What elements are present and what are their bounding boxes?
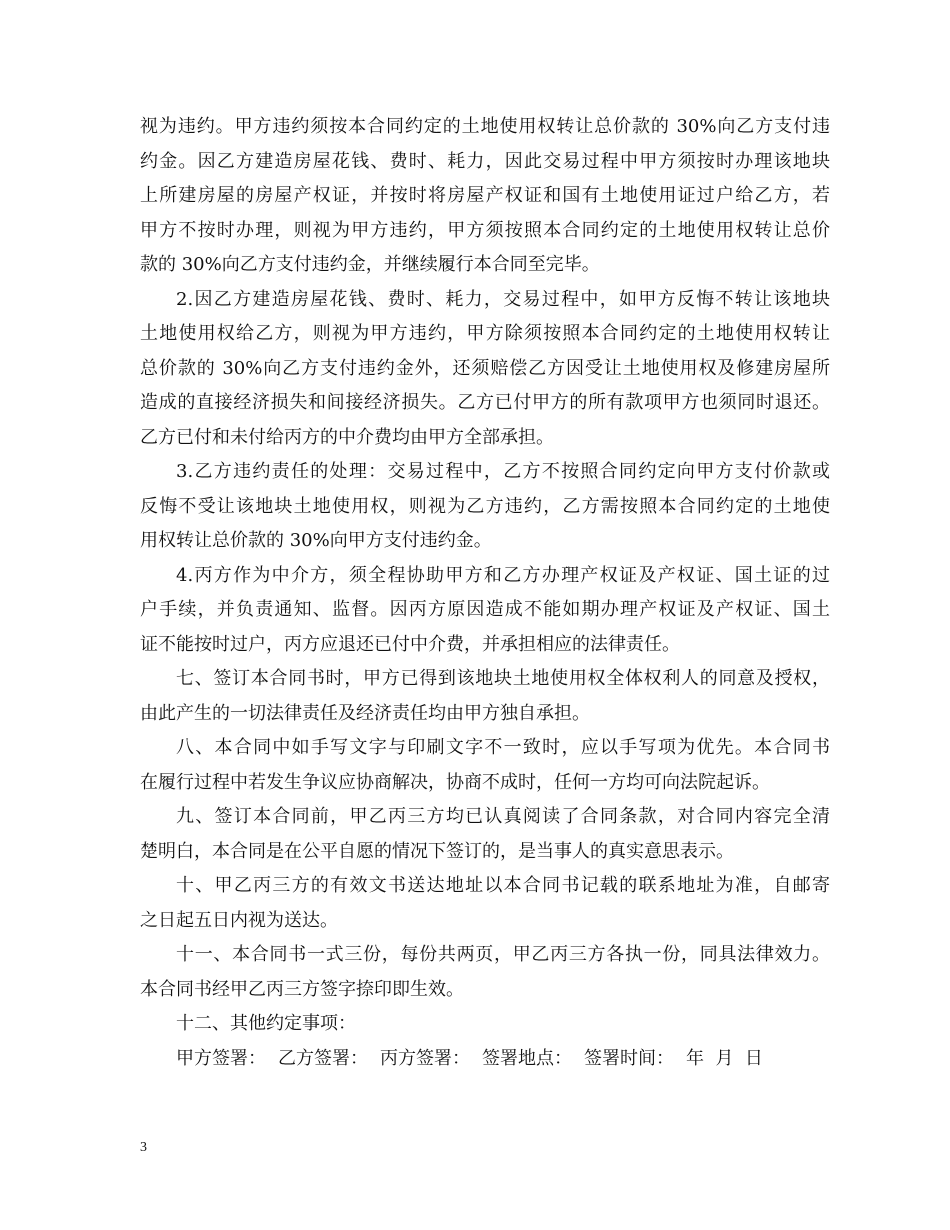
party-a-signature-label: 甲方签署： [176,1047,266,1069]
text-line: 十、甲乙丙三方的有效文书送达地址以本合同书记载的联系地址为准，自邮寄 [176,875,830,896]
signing-place-label: 签署地点： [482,1047,572,1069]
text-line: 之日起五日内视为送达。 [140,909,338,931]
page-number: 3 [140,1140,147,1155]
text-line: 证不能按时过户，丙方应退还已付中介费，并承担相应的法律责任。 [140,633,680,655]
text-line: 上所建房屋的房屋产权证，并按时将房屋产权证和国有土地使用证过户给乙方，若 [140,185,830,206]
signing-date-fields: 年 月 日 [686,1047,763,1069]
text-line: 4.丙方作为中介方，须全程协助甲方和乙方办理产权证及产权证、国土证的过 [176,564,830,586]
text-line: 总价款的 30%向乙方支付违约金外，还须赔偿乙方因受让土地使用权及修建房屋所 [140,357,830,379]
text-line: 九、签订本合同前，甲乙丙三方均已认真阅读了合同条款，对合同内容完全清 [176,806,830,827]
contract-body [140,110,830,1076]
text-line: 反悔不受让该地块土地使用权，则视为乙方违约，乙方需按照本合同约定的土地使 [140,495,830,517]
text-line: 七、签订本合同书时，甲方已得到该地块土地使用权全体权利人的同意及授权， [176,668,830,689]
text-line: 2.因乙方建造房屋花钱、费时、耗力，交易过程中，如甲方反悔不转让该地块 [176,288,830,310]
text-line: 造成的直接经济损失和间接经济损失。乙方已付甲方的所有款项甲方也须同时退还。 [140,392,830,413]
party-b-signature-label: 乙方签署： [278,1047,368,1069]
party-c-signature-label: 丙方签署： [380,1047,470,1069]
text-line: 甲方不按时办理，则视为甲方违约，甲方须按照本合同约定的土地使用权转让总价 [140,219,830,241]
text-line: 用权转让总价款的 30%向甲方支付违约金。 [140,530,492,551]
signing-time-label: 签署时间： [584,1047,674,1069]
text-line: 由此产生的一切法律责任及经济责任均由甲方独自承担。 [140,702,590,724]
text-line: 3.乙方违约责任的处理：交易过程中，乙方不按照合同约定向甲方支付价款或 [176,461,830,482]
signature-row [140,1042,830,1077]
text-line: 款的 30%向乙方支付违约金，并继续履行本合同至完毕。 [140,254,600,275]
text-line: 十二、其他约定事项： [176,1013,356,1034]
text-line: 在履行过程中若发生争议应协商解决，协商不成时，任何一方均可向法院起诉。 [140,771,770,793]
text-line: 八、本合同中如手写文字与印刷文字不一致时，应以手写项为优先。本合同书 [176,737,830,758]
text-line: 土地使用权给乙方，则视为甲方违约，甲方除须按照本合同约定的土地使用权转让 [140,323,830,344]
text-line: 视为违约。甲方违约须按本合同约定的土地使用权转让总价款的 30%向乙方支付违 [140,116,830,137]
text-line: 乙方已付和未付给丙方的中介费均由甲方全部承担。 [140,426,554,448]
text-line: 户手续，并负责通知、监督。因丙方原因造成不能如期办理产权证及产权证、国土 [140,599,830,620]
text-line: 本合同书经甲乙丙三方签字捺印即生效。 [140,978,464,1000]
text-line: 楚明白，本合同是在公平自愿的情况下签订的，是当事人的真实意思表示。 [140,840,734,862]
text-line: 约金。因乙方建造房屋花钱、费时、耗力，因此交易过程中甲方须按时办理该地块 [140,150,830,172]
text-line: 十一、本合同书一式三份，每份共两页，甲乙丙三方各执一份，同具法律效力。 [176,944,830,965]
